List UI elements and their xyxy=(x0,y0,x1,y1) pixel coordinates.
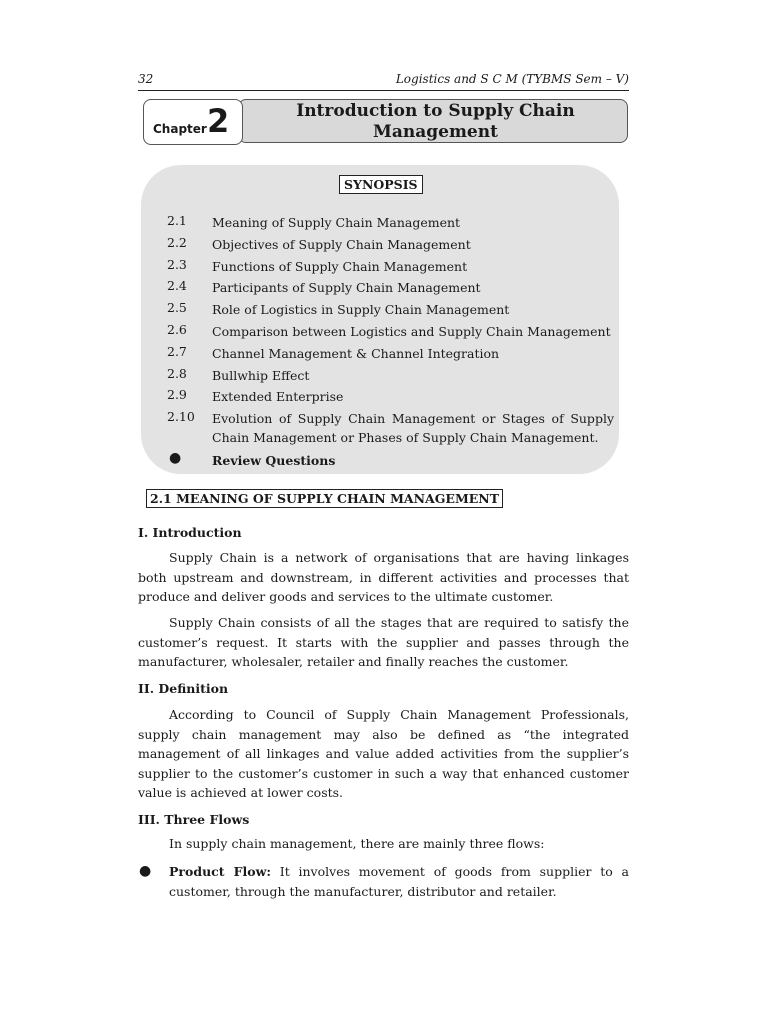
section-heading: 2.1 MEANING OF SUPPLY CHAIN MANAGEMENT xyxy=(146,489,503,508)
synopsis-item-text: Bullwhip Effect xyxy=(212,367,310,383)
synopsis-item-number: 2.5 xyxy=(167,300,187,316)
synopsis-item-number: 2.9 xyxy=(167,387,187,403)
synopsis-box xyxy=(141,165,619,474)
synopsis-title: SYNOPSIS xyxy=(339,175,423,194)
synopsis-item-number: 2.6 xyxy=(167,321,187,337)
running-header xyxy=(138,70,629,90)
review-questions-label: Review Questions xyxy=(212,453,336,469)
page-number: 32 xyxy=(138,72,154,86)
chapter-banner xyxy=(143,99,628,143)
synopsis-item-text: Role of Logistics in Supply Chain Management xyxy=(212,302,510,318)
synopsis-item xyxy=(167,213,617,235)
definition-heading: II. Definition xyxy=(138,681,229,696)
synopsis-item xyxy=(167,235,617,257)
product-flow-text: Product Flow: It involves movement of goods from supplier to a customer, through the manufacturer, distributor and retailer. xyxy=(169,864,629,899)
synopsis-item-number: 2.2 xyxy=(167,234,187,250)
synopsis-item xyxy=(167,322,617,344)
synopsis-item xyxy=(167,387,617,409)
synopsis-item-number: 2.4 xyxy=(167,278,187,294)
synopsis-item-text: Meaning of Supply Chain Management xyxy=(212,215,461,230)
introduction-heading: I. Introduction xyxy=(138,525,242,540)
synopsis-item-number: 2.10 xyxy=(167,409,195,425)
chapter-title-line2: Management xyxy=(373,122,498,142)
synopsis-item-text: Extended Enterprise xyxy=(212,389,344,405)
synopsis-list xyxy=(167,213,617,473)
chapter-label: Chapter xyxy=(153,122,207,136)
bullet-icon: ● xyxy=(169,450,182,467)
synopsis-item-text: Comparison between Logistics and Supply Chain Management xyxy=(212,323,611,339)
synopsis-item-text: Channel Management & Channel Integration xyxy=(212,345,500,361)
product-flow-label: Product Flow: xyxy=(169,864,272,879)
synopsis-item xyxy=(167,257,617,279)
running-title: Logistics and S C M (TYBMS Sem – V) xyxy=(395,72,629,86)
synopsis-item-text: Participants of Supply Chain Management xyxy=(212,280,481,296)
synopsis-item xyxy=(167,366,617,388)
chapter-title xyxy=(243,101,628,143)
synopsis-item-text: Functions of Supply Chain Management xyxy=(212,258,468,274)
synopsis-item-number: 2.3 xyxy=(167,256,187,272)
introduction-paragraph-1: Supply Chain is a network of organisations that are having linkages both upstream and downstream, in different activities and processes that produce and deliver goods and services to the ultimate customer. xyxy=(138,550,629,604)
synopsis-item xyxy=(167,300,617,322)
synopsis-item xyxy=(167,278,617,300)
synopsis-item-number: 2.8 xyxy=(167,365,187,381)
header-rule xyxy=(138,90,629,91)
bullet-icon: ● xyxy=(139,863,152,879)
three-flows-heading: III. Three Flows xyxy=(138,812,250,827)
synopsis-item xyxy=(167,344,617,366)
definition-paragraph: According to Council of Supply Chain Management Professionals, supply chain management may also be defined as “the integrated management of all linkages and value added activities from the supplier’s supplier to the customer’s customer in such a way that enhanced customer value is achieved at lower costs. xyxy=(138,707,629,800)
synopsis-item-number: 2.1 xyxy=(167,213,187,228)
synopsis-item xyxy=(167,409,617,451)
chapter-title-line1: Introduction to Supply Chain xyxy=(296,101,575,121)
synopsis-item-text: Objectives of Supply Chain Management xyxy=(212,236,471,252)
synopsis-item-text: Evolution of Supply Chain Management or Stages of Supply Chain Management or Phases of Supply Chain Management. xyxy=(212,411,614,446)
introduction-paragraph-2: Supply Chain consists of all the stages that are required to satisfy the customer’s request. It starts with the supplier and passes through the manufacturer, wholesaler, retailer and finally reaches the customer. xyxy=(138,615,629,669)
three-flows-intro: In supply chain management, there are mainly three flows: xyxy=(169,836,545,851)
chapter-number: 2 xyxy=(207,102,230,140)
synopsis-review-item xyxy=(167,451,617,473)
chapter-tab xyxy=(143,99,243,145)
synopsis-item-number: 2.7 xyxy=(167,343,187,359)
